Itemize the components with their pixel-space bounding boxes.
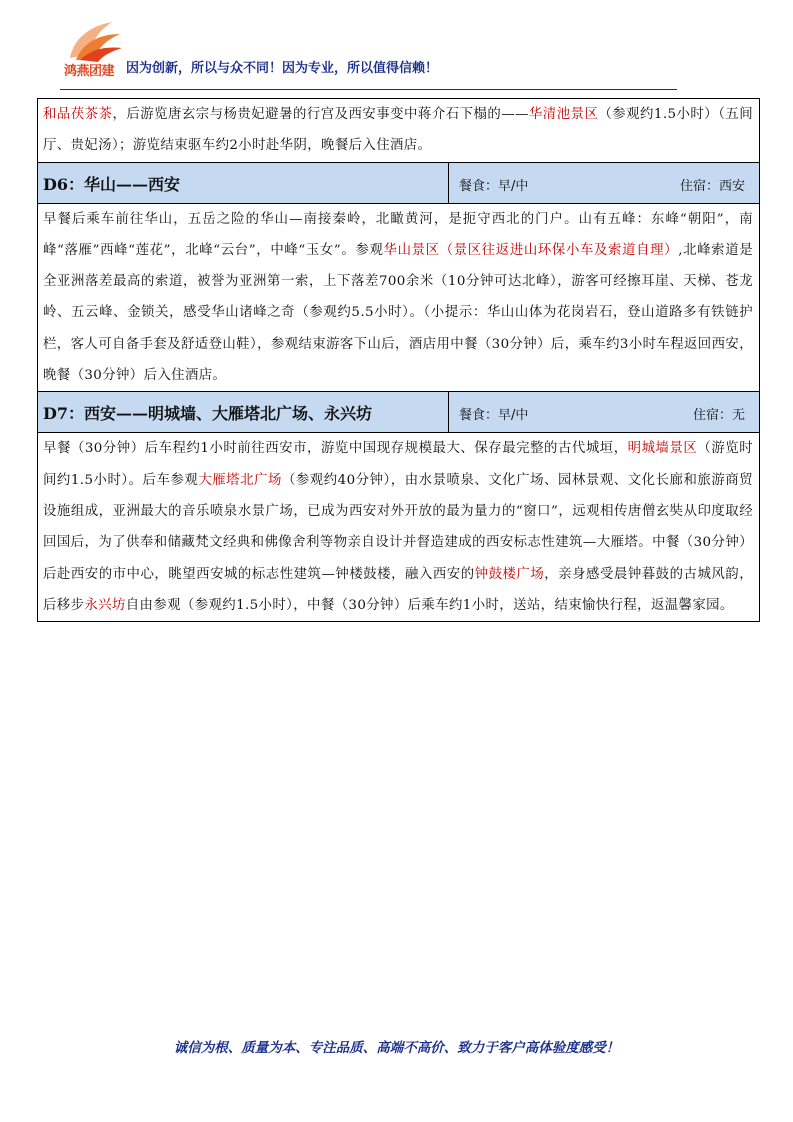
day-description: [38, 204, 759, 392]
body-text: ，亲身感受晨钟暮鼓的古城风韵，后移步: [43, 566, 754, 613]
body-text: 自由参观（参观约1.5小时），中餐（30分钟）后乘车约1小时，送站，结束愉快行程，返温馨家园。: [125, 597, 734, 613]
highlight-text: 永兴坊: [84, 597, 126, 613]
highlight-text: 大雁塔北广场: [198, 472, 282, 488]
day-body-d7: [38, 433, 760, 622]
header-slogan: 因为创新，所以与众不同！因为专业，所以值得信赖！: [126, 61, 439, 76]
highlight-text: 和品茯茶茶: [43, 107, 113, 122]
body-text: （参观约1.5小时）（五间厅、贵妃汤）；游览结束驱车约2小时赴华阴，晚餐后入住酒店。: [43, 107, 754, 154]
logo-text: 鸿燕团建: [64, 64, 115, 79]
day-meal: 餐食：早/中: [459, 178, 529, 194]
highlight-text: 华清池景区: [528, 107, 599, 122]
body-text: ，后游览唐玄宗与杨贵妃避暑的行宫及西安事变中蒋介石下榻的——: [112, 107, 529, 122]
day-stay: 住宿：无: [692, 408, 745, 424]
day-description: [38, 433, 759, 621]
day-header-d6: [38, 162, 760, 203]
day-title: D7：西安——明城墙、大雁塔北广场、永兴坊: [43, 404, 373, 424]
intro-row: [38, 99, 760, 163]
highlight-text: 华山景区（景区往返进山环保小车及索道自理）: [383, 242, 679, 258]
body-text: （游览时间约1.5小时）。后车参观: [43, 441, 753, 488]
day-body-d6: [38, 203, 760, 392]
body-text: ,北峰索道是全亚洲落差最高的索道，被誉为亚洲第一索，上下落差700余米（10分钟可达北峰），游客可经擦耳崖、天梯、苍龙岭、五云峰、金锁关，感受华山诸峰之奇（参观约5.5小时）。（小提示：华山山体为花岗岩石，登山道路多有铁链护栏，客人可自备手套及舒适登山鞋），参观结束游客下山后，酒店用中餐（30分钟）后，乘车约3小时车程返回西安，晚餐（30分钟）后入住酒店。: [43, 242, 754, 384]
day-title: D6：华山——西安: [43, 174, 181, 194]
body-text: 早餐（30分钟）后车程约1小时前往西安市，游览中国现存规模最大、保存最完整的古代城垣，: [43, 441, 628, 457]
intro-paragraph: [38, 99, 759, 162]
body-text: （参观约40分钟），由水景喷泉、文化广场、园林景观、文化长廊和旅游商贸设施组成，亚洲最大的音乐喷泉水景广场，已成为西安对外开放的最为量力的“窗口”，远观相传唐僧玄奘从印度取经回国后，为了供奉和储藏梵文经典和佛像舍利等物亲自设计并督造建成的西安标志性建筑—大雁塔。中餐（30分钟）后赴西安的市中心，眺望西安城的标志性建筑—钟楼鼓楼，融入西安的: [43, 472, 753, 582]
page-header: [60, 18, 760, 90]
itinerary-table: [37, 98, 760, 622]
footer-slogan: 诚信为根、质量为本、专注品质、高端不高价、致力于客户高体验度感受！: [173, 1040, 620, 1056]
day-header-d7: [38, 392, 760, 433]
body-text: 早餐后乘车前往华山，五岳之险的华山—南接秦岭，北瞰黄河，是扼守西北的门户。山有五峰：东峰“朝阳”，南峰“落雁”西峰“莲花”，北峰“云台”，中峰“玉女”。参观: [43, 211, 753, 258]
highlight-text: 钟鼓楼广场: [474, 566, 545, 582]
day-stay: 住宿：西安: [679, 178, 745, 194]
highlight-text: 明城墙景区: [627, 441, 698, 457]
day-meal: 餐食：早/中: [459, 408, 529, 424]
header-divider: [60, 89, 677, 90]
